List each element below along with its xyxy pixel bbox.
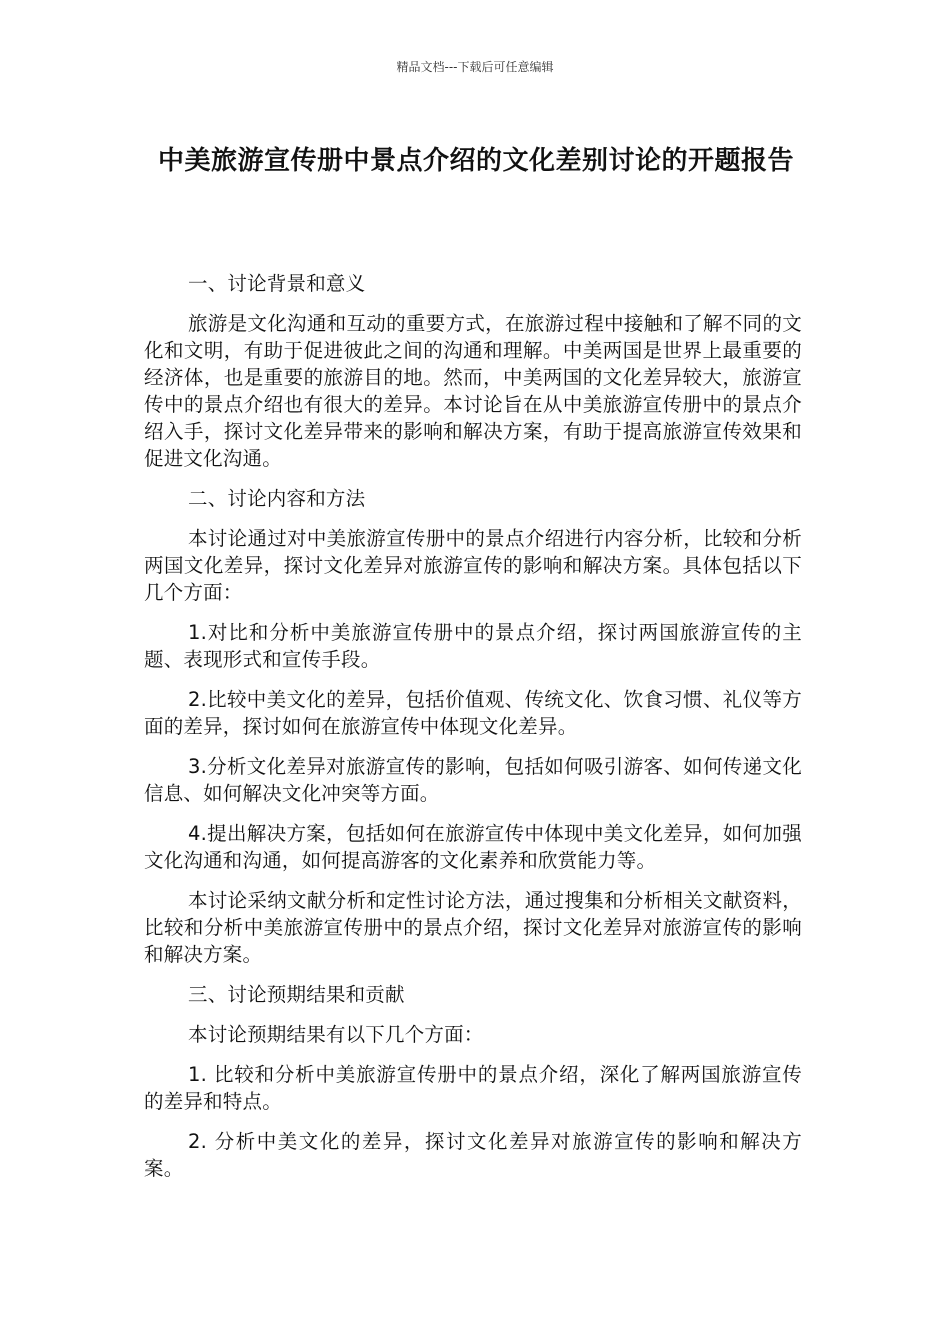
list-item-3: 3.分析文化差异对旅游宣传的影响，包括如何吸引游客、如何传递文化信息、如何解决文化冲突等方面。 xyxy=(144,755,802,805)
list-item-1: 1.对比和分析中美旅游宣传册中的景点介绍，探讨两国旅游宣传的主题、表现形式和宣传手段。 xyxy=(144,621,802,671)
list-item-4: 4.提出解决方案，包括如何在旅游宣传中体现中美文化差异，如何加强文化沟通和沟通，如何提高游客的文化素养和欣赏能力等。 xyxy=(144,822,802,872)
paragraph-method: 本讨论采纳文献分析和定性讨论方法，通过搜集和分析相关文献资料，比较和分析中美旅游宣传册中的景点介绍，探讨文化差异对旅游宣传的影响和解决方案。 xyxy=(144,889,802,966)
section-heading-content-method: 二、讨论内容和方法 xyxy=(188,487,366,510)
header-note: 精品文档---下载后可任意编辑 xyxy=(396,60,554,74)
document-title: 中美旅游宣传册中景点介绍的文化差别讨论的开题报告 xyxy=(157,146,794,176)
list-item-2: 2.比较中美文化的差异，包括价值观、传统文化、饮食习惯、礼仪等方面的差异，探讨如何在旅游宣传中体现文化差异。 xyxy=(144,688,802,738)
section-heading-background: 一、讨论背景和意义 xyxy=(188,272,366,295)
paragraph-results-intro: 本讨论预期结果有以下几个方面： xyxy=(188,1023,484,1046)
section-heading-expected-results: 三、讨论预期结果和贡献 xyxy=(188,983,405,1006)
paragraph-background: 旅游是文化沟通和互动的重要方式，在旅游过程中接触和了解不同的文化和文明，有助于促进彼此之间的沟通和理解。中美两国是世界上最重要的经济体，也是重要的旅游目的地。然而，中美两国的文化差异较大，旅游宣传中的景点介绍也有很大的差异。本讨论旨在从中美旅游宣传册中的景点介绍入手，探讨文化差异带来的影响和解决方案，有助于提高旅游宣传效果和促进文化沟通。 xyxy=(144,312,802,470)
paragraph-content-intro: 本讨论通过对中美旅游宣传册中的景点介绍进行内容分析，比较和分析两国文化差异，探讨文化差异对旅游宣传的影响和解决方案。具体包括以下几个方面： xyxy=(144,527,802,604)
result-item-1: 1. 比较和分析中美旅游宣传册中的景点介绍，深化了解两国旅游宣传的差异和特点。 xyxy=(144,1063,802,1113)
document-body xyxy=(144,270,802,1195)
result-item-2: 2. 分析中美文化的差异，探讨文化差异对旅游宣传的影响和解决方案。 xyxy=(144,1130,802,1180)
